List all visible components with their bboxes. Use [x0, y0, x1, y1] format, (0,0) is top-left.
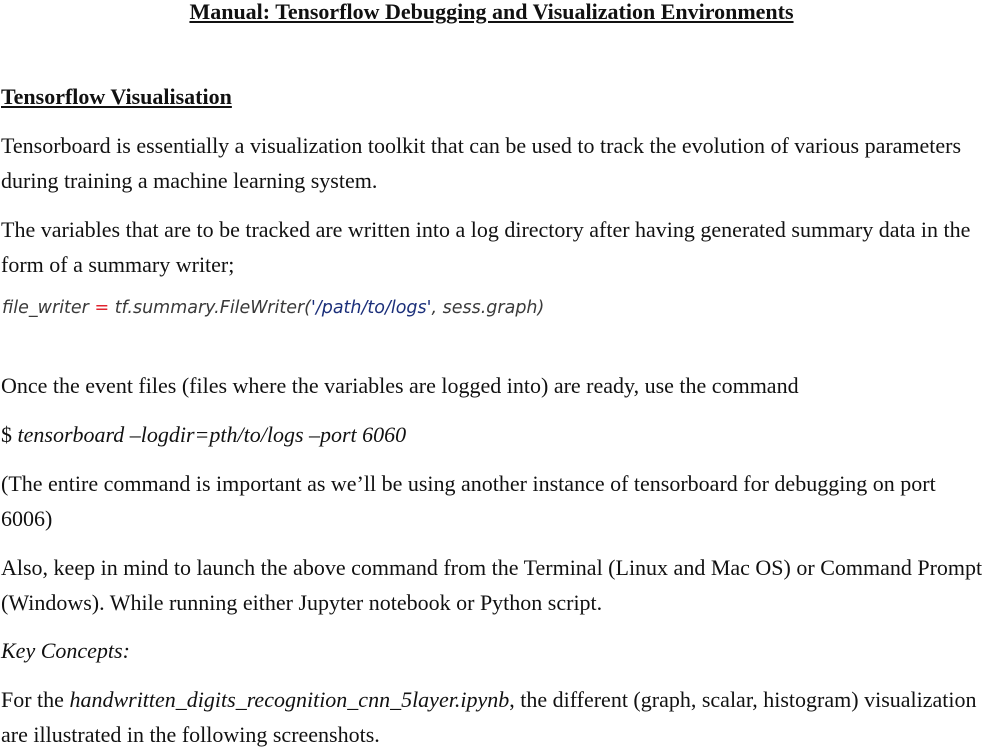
paragraph-tensorboard-intro: Tensorboard is essentially a visualization toolkit that can be used to track the evolution of various parameters during training a machine learning system. — [1, 133, 962, 193]
document-title: Manual: Tensorflow Debugging and Visualization Environments — [189, 0, 794, 24]
code-variable: file_writer — [2, 298, 95, 318]
code-operator: = — [94, 298, 110, 318]
para6-suffix: , the different (graph, scalar, histogram) visualization are illustrated in the following screenshots. — [1, 687, 977, 747]
paragraph-visualization-screenshots — [1, 682, 991, 752]
paragraph-command-note: (The entire command is important as we’ll be using another instance of tensorboard for debugging on port 6006) — [1, 471, 936, 531]
paragraph-launch-note: Also, keep in mind to launch the above command from the Terminal (Linux and Mac OS) or Command Prompt (Windows). While running either Jupyter notebook or Python script. — [1, 555, 983, 615]
notebook-filename: handwritten_digits_recognition_cnn_5layer.ipynb — [69, 687, 510, 712]
section-heading: Tensorflow Visualisation — [1, 84, 232, 109]
code-path-string: '/path/to/logs' — [311, 298, 432, 318]
code-call-close: , sess.graph) — [431, 298, 545, 318]
key-concepts-label: Key Concepts: — [1, 638, 130, 663]
code-snippet-file-writer — [2, 296, 544, 320]
paragraph-event-files: Once the event files (files where the variables are logged into) are ready, use the command — [1, 373, 799, 398]
command-line — [1, 417, 991, 452]
para6-prefix: For the — [1, 687, 70, 712]
command-prompt: $ — [1, 422, 18, 447]
code-call-open: tf.summary.FileWriter( — [109, 298, 312, 318]
command-text: tensorboard –logdir=pth/to/logs –port 6060 — [17, 422, 407, 447]
paragraph-summary-writer: The variables that are to be tracked are written into a log directory after having generated summary data in the form of a summary writer; — [1, 217, 971, 277]
